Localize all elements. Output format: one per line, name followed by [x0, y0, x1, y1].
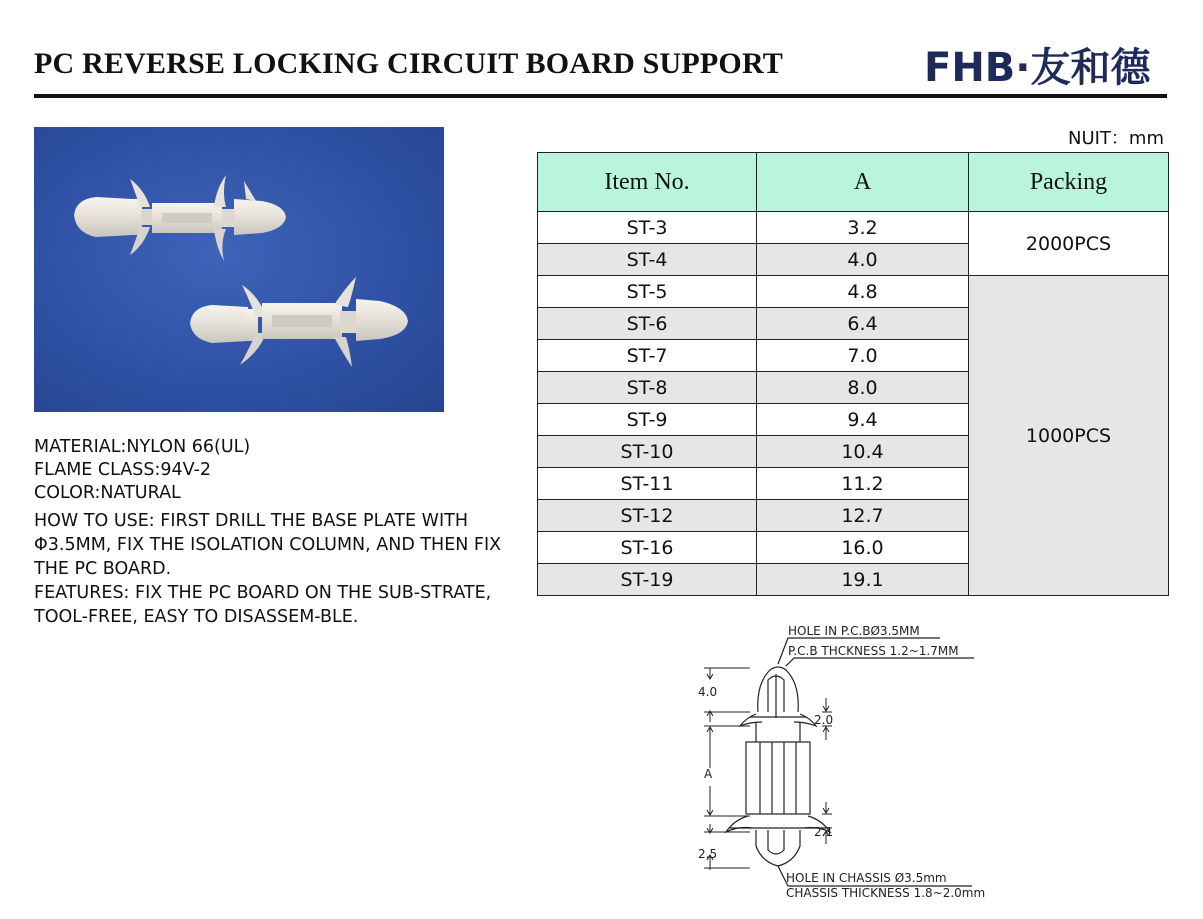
how-to-use-text: HOW TO USE: FIRST DRILL THE BASE PLATE WITH Φ3.5MM, FIX THE ISOLATION COLUMN, AND THEN FIX THE PC BOARD. — [34, 511, 502, 579]
spec-color: COLOR:NATURAL — [34, 483, 181, 503]
cell-packing-2000: 2000PCS — [969, 212, 1169, 276]
cell-a: 6.4 — [757, 308, 969, 340]
cell-item: ST-7 — [538, 340, 757, 372]
header-item-no: Item No. — [538, 153, 757, 212]
dim-top: 4.0 — [698, 685, 718, 699]
header-packing: Packing — [969, 153, 1169, 212]
cell-item: ST-19 — [538, 564, 757, 596]
note-chassis-thickness: CHASSIS THICKNESS 1.8~2.0mm — [786, 886, 986, 900]
cell-item: ST-6 — [538, 308, 757, 340]
cell-a: 4.8 — [757, 276, 969, 308]
cell-item: ST-16 — [538, 532, 757, 564]
features-text: FEATURES: FIX THE PC BOARD ON THE SUB-STRATE, TOOL-FREE, EASY TO DISASSEM-BLE. — [34, 583, 492, 627]
dim-lower-right: 2.1 — [814, 825, 834, 839]
material-specs — [34, 436, 504, 505]
page-title: PC REVERSE LOCKING CIRCUIT BOARD SUPPORT — [34, 47, 783, 80]
note-pcb-thickness: P.C.B THCKNESS 1.2~1.7MM — [788, 644, 959, 658]
note-chassis-hole: HOLE IN CHASSIS Ø3.5mm — [786, 871, 947, 885]
table-header-row — [538, 153, 1169, 212]
cell-item: ST-5 — [538, 276, 757, 308]
cell-a: 8.0 — [757, 372, 969, 404]
product-photo-illustration — [34, 127, 444, 412]
cell-item: ST-4 — [538, 244, 757, 276]
cell-packing-1000: 1000PCS — [969, 276, 1169, 596]
cell-a: 16.0 — [757, 532, 969, 564]
brand-logo: FHB·友和德 — [924, 45, 1151, 91]
cell-a: 10.4 — [757, 436, 969, 468]
cell-item: ST-10 — [538, 436, 757, 468]
cell-a: 11.2 — [757, 468, 969, 500]
table-row — [538, 276, 1169, 308]
cell-a: 12.7 — [757, 500, 969, 532]
cell-item: ST-12 — [538, 500, 757, 532]
dim-bottom: 2.5 — [698, 847, 718, 861]
technical-drawing — [690, 618, 990, 913]
spec-flame-class: FLAME CLASS:94V-2 — [34, 460, 212, 480]
cell-item: ST-9 — [538, 404, 757, 436]
header-divider — [34, 94, 1167, 98]
support-part-2 — [190, 277, 408, 367]
cell-item: ST-11 — [538, 468, 757, 500]
usage-description — [34, 509, 509, 629]
note-pcb-hole: HOLE IN P.C.BØ3.5MM — [788, 624, 920, 638]
cell-a: 3.2 — [757, 212, 969, 244]
spec-material: MATERIAL:NYLON 66(UL) — [34, 437, 251, 457]
dim-upper-right: 2.0 — [814, 713, 834, 727]
header-a: A — [757, 153, 969, 212]
cell-item: ST-8 — [538, 372, 757, 404]
cell-a: 19.1 — [757, 564, 969, 596]
dim-a: A — [704, 767, 713, 781]
support-part-1 — [74, 175, 286, 261]
product-photo — [34, 127, 444, 412]
unit-label: NUIT：mm — [1067, 128, 1164, 149]
spec-table — [537, 152, 1169, 596]
cell-a: 7.0 — [757, 340, 969, 372]
table-row — [538, 212, 1169, 244]
cell-a: 4.0 — [757, 244, 969, 276]
cell-item: ST-3 — [538, 212, 757, 244]
cell-a: 9.4 — [757, 404, 969, 436]
technical-drawing-svg — [690, 618, 990, 908]
